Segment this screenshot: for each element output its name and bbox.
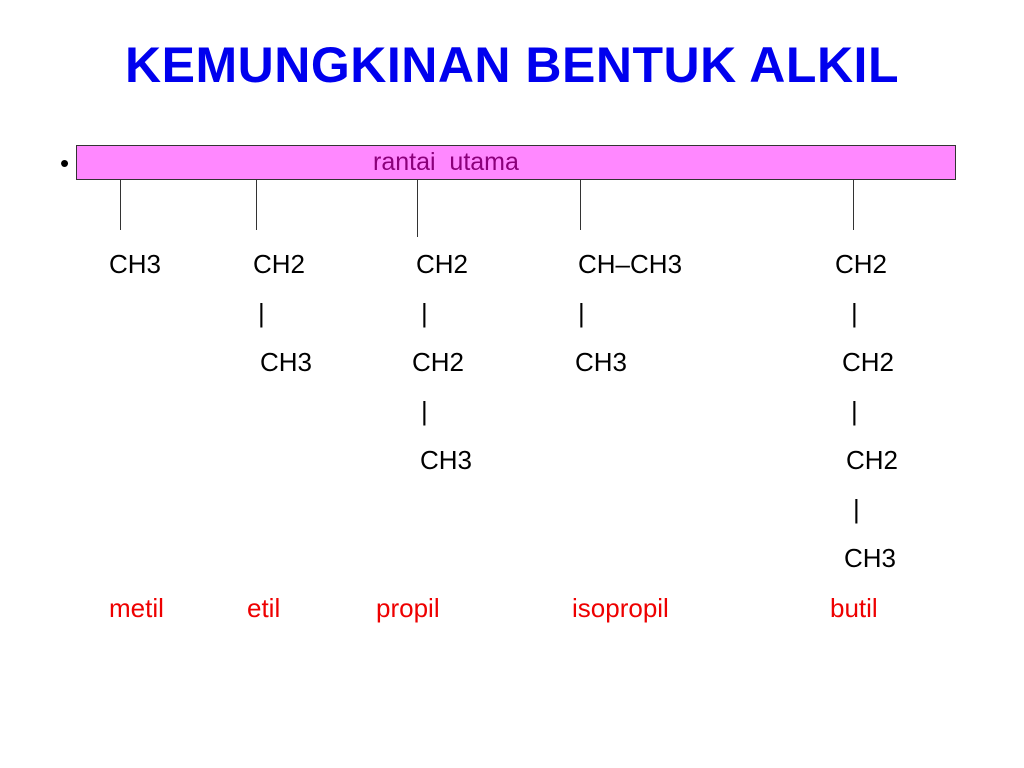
isopropil-bond-1: | [578, 298, 585, 328]
group-name-isopropil: isopropil [572, 593, 669, 623]
propil-formula-2: CH2 [412, 347, 465, 377]
butil-formula-3: CH2 [846, 445, 899, 475]
isopropil-formula-2: CH3 [575, 347, 628, 377]
etil-bond-1: | [258, 298, 265, 328]
isopropil-formula-1: CH–CH3 [578, 249, 683, 279]
propil-formula-3: CH3 [420, 445, 473, 475]
butil-formula-1: CH2 [835, 249, 888, 279]
main-chain-label: rantai utama [373, 148, 519, 176]
attachment-line-propil [417, 180, 418, 237]
propil-formula-1: CH2 [416, 249, 469, 279]
group-name-butil: butil [830, 593, 878, 623]
attachment-line-isopropil [580, 180, 581, 230]
butil-bond-3: | [853, 494, 860, 524]
etil-formula-1: CH2 [253, 249, 306, 279]
main-chain-bar [76, 145, 956, 180]
metil-formula-1: CH3 [109, 249, 162, 279]
butil-bond-2: | [851, 396, 858, 426]
attachment-line-metil [120, 180, 121, 230]
group-name-propil: propil [376, 593, 440, 623]
group-name-metil: metil [109, 593, 164, 623]
etil-formula-2: CH3 [260, 347, 313, 377]
propil-bond-1: | [421, 298, 428, 328]
butil-formula-4: CH3 [844, 543, 897, 573]
slide-title: KEMUNGKINAN BENTUK ALKIL [125, 37, 899, 93]
attachment-line-etil [256, 180, 257, 230]
bullet-point: • [60, 148, 70, 178]
butil-bond-1: | [851, 298, 858, 328]
group-name-etil: etil [247, 593, 281, 623]
attachment-line-butil [853, 180, 854, 230]
propil-bond-2: | [421, 396, 428, 426]
butil-formula-2: CH2 [842, 347, 895, 377]
